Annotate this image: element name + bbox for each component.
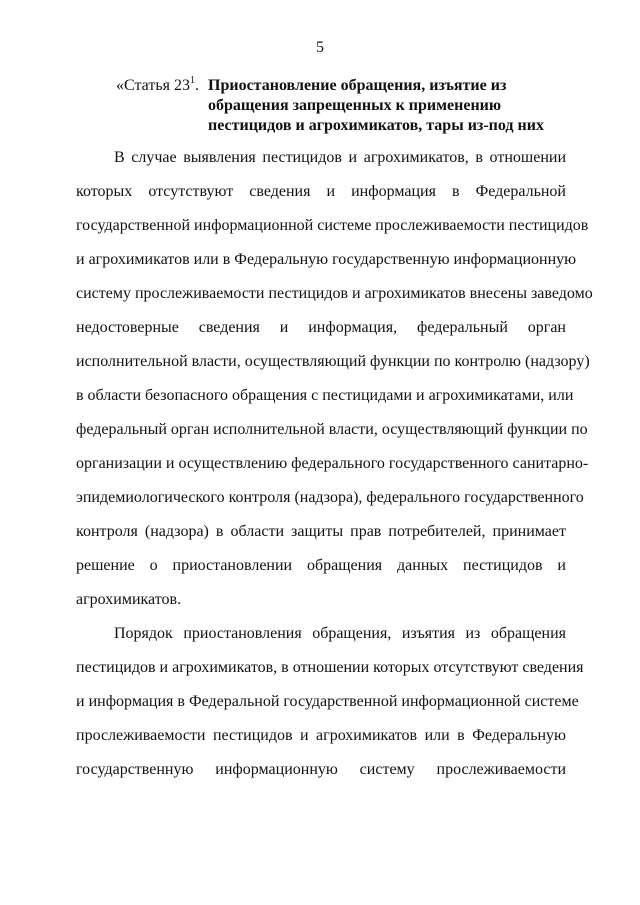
text-line: агрохимикатов. [76,591,182,608]
text-line: которых отсутствуют сведения и информация в Федеральной [76,183,566,200]
text-line: и агрохимикатов или в Федеральную государственную информационную [76,251,577,268]
article-title-line: обращения запрещенных к применению [208,97,502,114]
text-line: контроля (надзора) в области защиты прав потребителей, принимает [76,523,566,540]
article-prefix: «Статья 23 [116,77,190,94]
text-line: и информация в Федеральной государственной информационной системе [76,693,579,710]
document-body [76,141,593,787]
text-line: В случае выявления пестицидов и агрохимикатов, в отношении [114,149,566,166]
text-line: пестицидов и агрохимикатов, в отношении которых отсутствуют сведения [76,659,584,676]
text-line: прослеживаемости пестицидов и агрохимикатов или в Федеральную [76,727,566,744]
article-title-line: пестицидов и агрохимикатов, тары из-под них [208,117,544,134]
text-line: государственную информационную систему прослеживаемости [76,761,566,778]
text-line: организации и осуществлению федерального государственного санитарно- [76,455,589,472]
article-title-line: Приостановление обращения, изъятие из [208,77,507,94]
article-label [116,76,208,136]
article-header [116,76,586,136]
paragraph-2 [76,617,584,787]
text-line: решение о приостановлении обращения данных пестицидов и [76,557,566,574]
text-line: исполнительной власти, осуществляющий функции по контролю (надзору) [76,353,590,370]
text-line: федеральный орган исполнительной власти, осуществляющий функции по [76,421,588,438]
article-suffix: . [194,77,199,94]
text-line: эпидемиологического контроля (надзора), федерального государственного [76,489,584,506]
text-line: систему прослеживаемости пестицидов и агрохимикатов внесены заведомо [76,285,593,302]
text-line: недостоверные сведения и информация, федеральный орган [76,319,566,336]
text-line: государственной информационной системе прослеживаемости пестицидов [76,217,589,234]
article-title [208,76,568,136]
text-line: в области безопасного обращения с пестицидами и агрохимикатами, или [76,387,574,404]
page-number: 5 [316,39,324,56]
article-superscript: 1 [189,74,195,86]
text-line: Порядок приостановления обращения, изъятия из обращения [114,625,566,642]
paragraph-1 [76,141,593,617]
